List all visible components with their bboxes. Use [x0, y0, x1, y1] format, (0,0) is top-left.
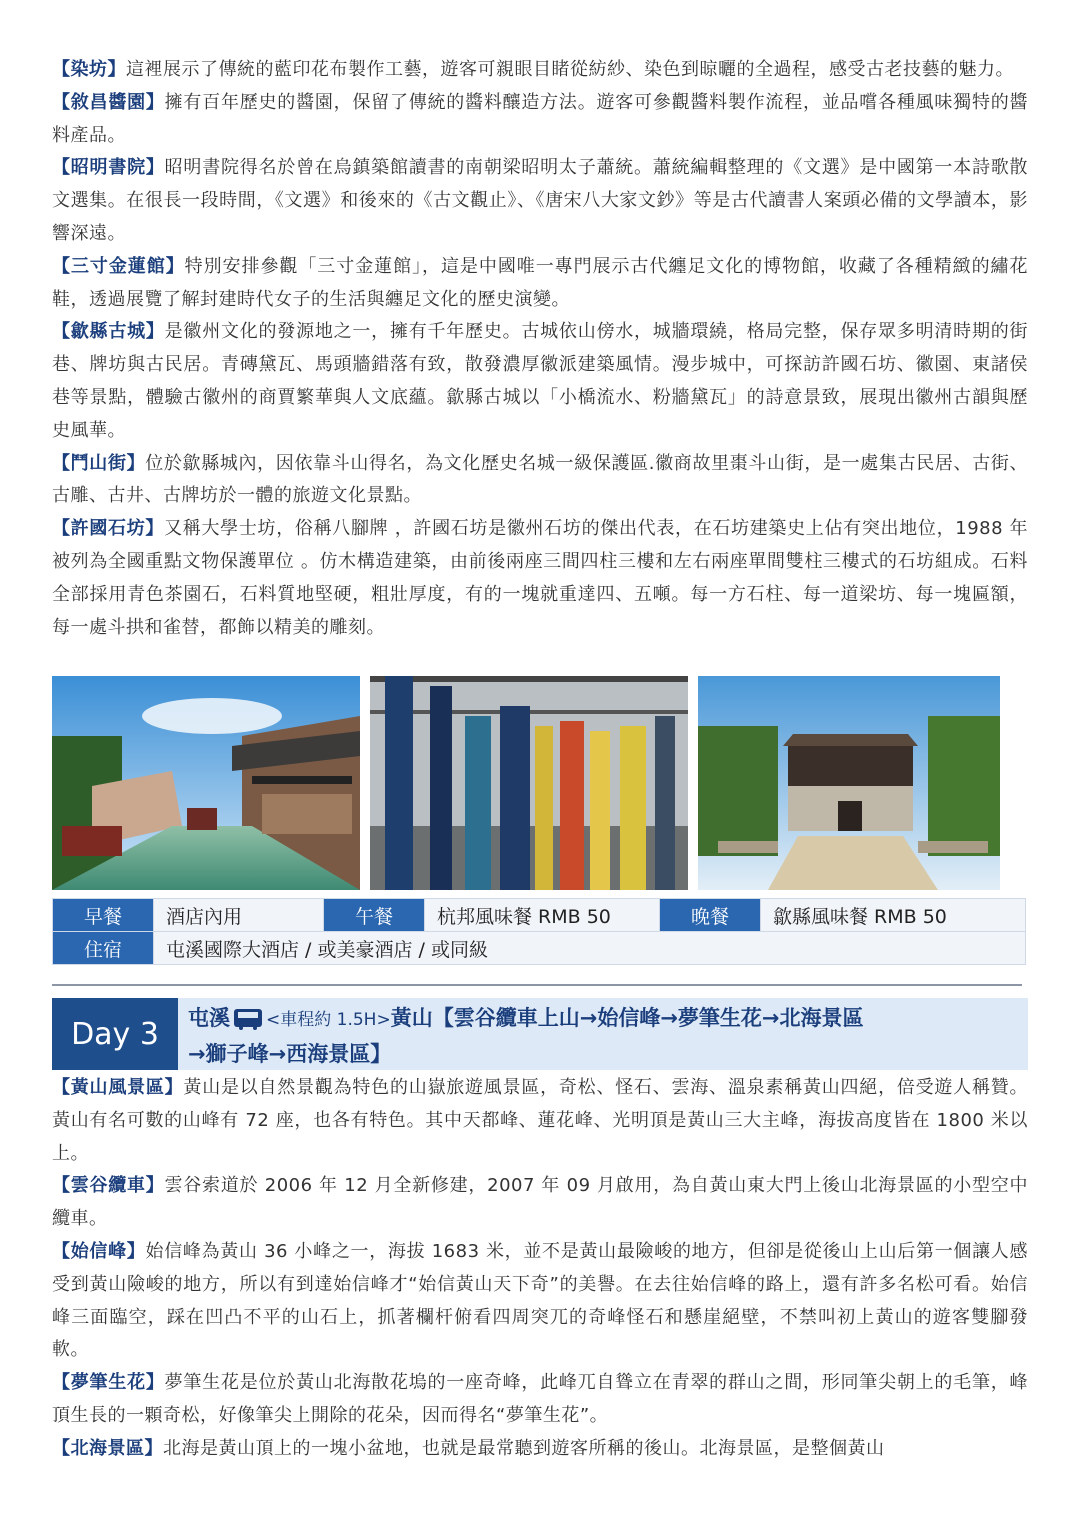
bus-icon [234, 1009, 262, 1027]
paragraph-yungu-cableway: 【雲谷纜車】雲谷索道於 2006 年 12 月全新修建，2007 年 09 月啟用，為自黃山東大門上後山北海景區的小型空中纜車。 [52, 1175, 1029, 1230]
meals-table [52, 898, 1026, 965]
photo-strip [52, 676, 1000, 890]
breakfast-label: 早餐 [53, 899, 154, 932]
day3-header [52, 998, 1028, 1070]
paragraph-shixin-peak: 【始信峰】始信峰為黃山 36 小峰之一，海拔 1683 米，並不是黃山最險峻的地方，但卻是從後山上山后第一個讓人感受到黃山險峻的地方，所以有到達始信峰才“始信黃山天下奇”的美譽。在去往始信峰的路上，還有許多名松可看。始信峰三面臨空，踩在凹凸不平的山石上，抓著欄杆俯看四周突兀的奇峰怪石和懸崖絕壁，不禁叫初上黃山的遊客雙腳發軟。 [52, 1240, 1028, 1361]
day3-route-line1: 黃山【雲谷纜車上山→始信峰→夢筆生花→北海景區 [390, 1006, 864, 1030]
paragraph-huangshan-scenic: 【黃山風景區】黃山是以自然景觀為特色的山嶽旅遊風景區，奇松、怪石、雲海、溫泉素稱黃山四絕，倍受遊人稱贊。黃山有名可數的山峰有 72 座，也各有特色。其中天都峰、蓮花峰、光明頂是黃山三大主峰，海拔高度皆在 1800 米以上。 [52, 1077, 1028, 1164]
breakfast-value: 酒店內用 [154, 899, 324, 932]
day3-origin: 屯溪 [188, 1006, 230, 1030]
dinner-value: 歙縣風味餐 RMB 50 [761, 899, 1026, 932]
hotel-label: 住宿 [53, 932, 154, 965]
paragraph-shexian-old-town: 【歙縣古城】是徽州文化的發源地之一，擁有千年歷史。古城依山傍水，城牆環繞，格局完整，保存眾多明清時期的街巷、牌坊與古民居。青磚黛瓦、馬頭牆錯落有致，散發濃厚徽派建築風情。漫步城中，可探訪許國石坊、徽園、東諸侯巷等景點，體驗古徽州的商賈繁華與人文底蘊。歙縣古城以「小橋流水、粉牆黛瓦」的詩意景致，展現出徽州古韻與歷史風華。 [52, 321, 1029, 441]
paragraph-golden-lotus-museum: 【三寸金蓮館】特別安排參觀「三寸金蓮館」，這是中國唯一專門展示古代纏足文化的博物館，收藏了各種精緻的繡花鞋，透過展覽了解封建時代女子的生活與纏足文化的歷史演變。 [52, 255, 1028, 310]
paragraph-beihai-area: 【北海景區】北海是黃山頂上的一塊小盆地，也就是最常聽到遊客所稱的後山。北海景區，是整個黃山 [52, 1437, 885, 1459]
hotel-row [53, 932, 1026, 965]
paragraph-doushan-street: 【鬥山街】位於歙縣城內，因依靠斗山得名，為文化歷史名城一級保護區.徽商故里棗斗山街，是一處集古民居、古街、古雕、古井、古牌坊於一體的旅遊文化景點。 [52, 452, 1028, 507]
dyed-cloth-photo [370, 676, 688, 890]
lunch-label: 午餐 [324, 899, 425, 932]
day3-attractions [52, 1072, 1028, 1466]
zhaoming-academy-photo [698, 676, 1000, 890]
day2-attractions [52, 54, 1028, 644]
day3-title [178, 998, 1028, 1070]
hotel-value: 屯溪國際大酒店 / 或美豪酒店 / 或同級 [154, 932, 1026, 965]
day-badge: Day 3 [52, 998, 178, 1070]
meals-row [53, 899, 1026, 932]
day3-route-line2: →獅子峰→西海景區】 [188, 1042, 392, 1066]
dinner-label: 晚餐 [660, 899, 761, 932]
paragraph-xuchang-sauce: 【敘昌醬園】擁有百年歷史的醬園，保留了傳統的醬料釀造方法。遊客可參觀醬料製作流程，並品嚐各種風味獨特的醬料產品。 [52, 91, 1029, 146]
section-divider [52, 984, 1022, 986]
paragraph-dye-house: 【染坊】這裡展示了傳統的藍印花布製作工藝，遊客可親眼目睹從紡紗、染色到晾曬的全過程，感受古老技藝的魅力。 [52, 59, 1014, 80]
water-town-canal-photo [52, 676, 360, 890]
lunch-value: 杭邦風味餐 RMB 50 [425, 899, 660, 932]
paragraph-xuguo-archway: 【許國石坊】又稱大學士坊，俗稱八腳牌 ，許國石坊是徽州石坊的傑出代表，在石坊建築史上佔有突出地位，1988 年被列為全國重點文物保護單位 。仿木構造建築，由前後兩座三間四柱三樓和左右兩座單間雙柱三樓式的石坊組成。石料全部採用青色茶園石，石料質地堅硬，粗壯厚度，有的一塊就重達四、五噸。每一方石柱、每一道梁坊、每一塊匾額，每一處斗拱和雀替，都飾以精美的雕刻。 [52, 518, 1028, 638]
drive-time: <車程約 1.5H> [266, 1010, 391, 1030]
paragraph-mengbi-shenghua: 【夢筆生花】夢筆生花是位於黃山北海散花塢的一座奇峰，此峰兀自聳立在青翠的群山之間，形同筆尖朝上的毛筆，峰頂生長的一顆奇松，好像筆尖上開除的花朵，因而得名“夢筆生花”。 [52, 1372, 1029, 1426]
paragraph-zhaoming-academy: 【昭明書院】昭明書院得名於曾在烏鎮築館讀書的南朝梁昭明太子蕭統。蕭統編輯整理的《文選》是中國第一本詩歌散文選集。在很長一段時間，《文選》和後來的《古文觀止》、《唐宋八大家文鈔》等是古代讀書人案頭必備的文學讀本，影響深遠。 [52, 157, 1029, 244]
